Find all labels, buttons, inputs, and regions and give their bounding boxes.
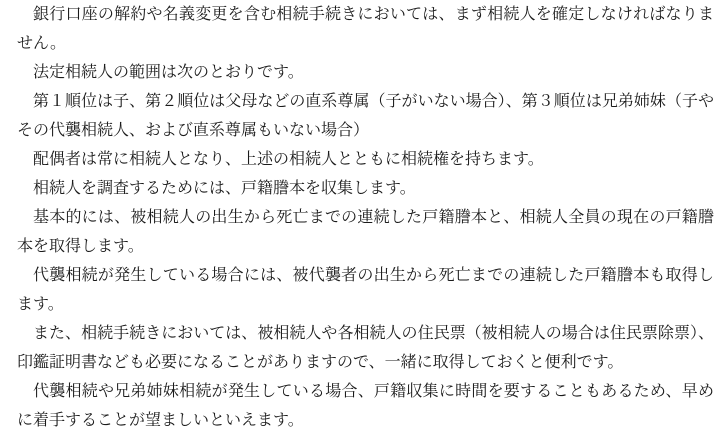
paragraph-legal-heirs-scope: 法定相続人の範囲は次のとおりです。 (33, 64, 304, 81)
paragraph-other-documents: また、相続手続きにおいては、被相続人や各相続人の住民票（被相続人の場合は住民票除票）、印鑑証明書なども必要になることがありますので、一緒に取得しておくと便利です。 (17, 325, 714, 371)
paragraph-intro: 銀行口座の解約や名義変更を含む相続手続きにおいては、まず相続人を確定しなければなりません。 (17, 6, 714, 52)
paragraph-early-start-advice: 代襲相続や兄弟姉妹相続が発生している場合、戸籍収集に時間を要することもあるため、早めに着手することが望ましいといえます。 (17, 383, 714, 429)
paragraph-koseki-collection: 相続人を調査するためには、戸籍謄本を収集します。 (33, 180, 416, 197)
paragraph-koseki-basics: 基本的には、被相続人の出生から死亡までの連続した戸籍謄本と、相続人全員の現在の戸籍謄本を取得します。 (17, 209, 714, 255)
paragraph-heir-ranking: 第１順位は子、第２順位は父母などの直系尊属（子がいない場合）、第３順位は兄弟姉妹（子やその代襲相続人、および直系尊属もいない場合） (17, 93, 714, 139)
paragraph-spouse-rights: 配偶者は常に相続人となり、上述の相続人とともに相続権を持ちます。 (33, 151, 544, 168)
paragraph-substitute-inheritance: 代襲相続が発生している場合には、被代襲者の出生から死亡までの連続した戸籍謄本も取得します。 (17, 267, 714, 313)
